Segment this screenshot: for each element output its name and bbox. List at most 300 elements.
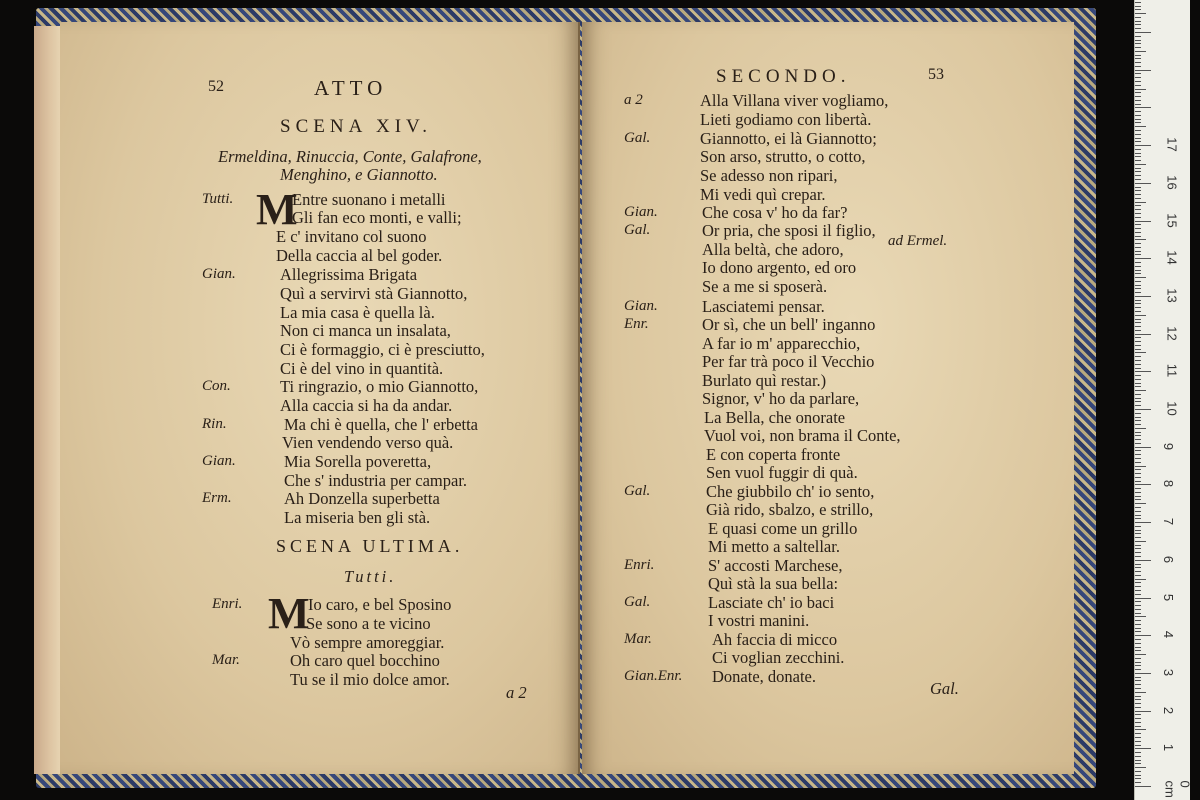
ruler-tick [1135,322,1141,323]
ruler-tick [1135,518,1141,519]
verse-line: Quì a servirvi stà Giannotto, [280,284,468,303]
ruler-tick [1135,605,1141,606]
ruler-tick [1135,530,1141,531]
ruler-tick [1135,639,1141,640]
ruler-tick [1135,417,1141,418]
ruler-tick [1135,447,1151,448]
ruler-number: 8 [1161,480,1177,488]
ruler-tick [1135,778,1141,779]
verse-line: Ah faccia di micco [712,630,838,649]
ruler-tick [1135,85,1141,86]
ruler-tick [1135,153,1141,154]
ruler-number: 11 [1164,364,1180,378]
ruler-tick [1135,217,1141,218]
ruler-tick [1135,711,1151,712]
ruler-tick [1135,767,1146,768]
speaker-label: Con. [202,378,231,394]
ruler-tick [1135,273,1141,274]
ruler-number: 4 [1161,631,1177,639]
ruler-tick [1135,168,1141,169]
ruler-tick [1135,247,1141,248]
ruler-tick [1135,556,1141,557]
ruler-tick [1135,647,1141,648]
ruler-tick [1135,383,1141,384]
ruler-tick [1135,51,1146,52]
ruler-tick [1135,277,1146,278]
ruler-number: 7 [1161,517,1177,526]
ruler-tick [1135,205,1141,206]
speaker-label: Gal. [624,594,651,610]
verse-line: Lasciatemi pensar. [702,297,825,316]
ruler-tick [1135,741,1141,742]
ruler-number: 17 [1164,137,1180,152]
speaker-label: Gal. [624,222,651,238]
speaker-label: Enri. [624,557,655,573]
ruler-tick [1135,115,1141,116]
ruler-tick [1135,443,1141,444]
verse-line: Ah Donzella superbetta [284,489,440,508]
ruler-tick [1135,413,1141,414]
ruler-tick [1135,345,1141,346]
speaker-label: Mar. [624,631,652,647]
ruler-tick [1135,677,1141,678]
ruler-tick [1135,36,1141,37]
ruler-tick [1135,613,1141,614]
verse-line: Burlato quì restar.) [702,371,827,390]
speaker-label: Gian.Enr. [624,668,683,684]
ruler-tick [1135,281,1141,282]
ruler-tick [1135,579,1146,580]
ruler-tick [1135,28,1141,29]
verse-line: Gli fan eco monti, e valli; [292,208,462,227]
ruler-tick [1135,515,1141,516]
ruler-tick [1135,81,1141,82]
verse-line: E c' invitano col suono [276,227,427,246]
ruler-tick [1135,722,1141,723]
ruler-tick [1135,89,1146,90]
verse-line: Vien vendendo verso quà. [282,433,454,452]
ruler-tick [1135,503,1146,504]
ruler-tick [1135,635,1151,636]
right-catchword: Gal. [930,679,959,698]
ruler-tick [1135,55,1141,56]
ruler-tick [1135,149,1141,150]
ruler-tick [1135,232,1141,233]
ruler-tick [1135,548,1141,549]
verse-line: Alla caccia si ha da andar. [280,396,453,415]
right-page-number: 53 [928,66,944,83]
ruler-tick [1135,307,1141,308]
ruler-tick [1135,62,1141,63]
ruler-tick [1135,319,1141,320]
speaker-label: Gian. [202,453,236,469]
scene-xiv-title: SCENA XIV. [280,116,433,137]
ruler-number: 15 [1164,212,1180,228]
ruler-tick [1135,405,1141,406]
ruler-tick [1135,398,1141,399]
ruler-tick [1135,236,1141,237]
ruler-tick [1135,390,1146,391]
ruler-tick [1135,254,1141,255]
ruler-number: 6 [1161,555,1177,563]
ruler-tick [1135,394,1141,395]
ruler-tick [1135,258,1151,259]
ruler-tick [1135,371,1151,372]
ruler-tick [1135,6,1141,7]
ruler-tick [1135,726,1141,727]
stage-direction: ad Ermel. [888,233,948,249]
verse-line: E quasi come un grillo [708,519,858,538]
ruler-tick [1135,386,1141,387]
ruler-tick [1135,183,1151,184]
ruler-tick [1135,545,1141,546]
ruler-tick [1135,349,1141,350]
verse-line: Non ci manca un insalata, [280,321,451,340]
verse-line: La Bella, che onorate [704,408,846,427]
ruler-tick [1135,643,1141,644]
verse-line: Che cosa v' ho da far? [702,203,848,222]
ruler-tick [1135,9,1141,10]
ruler-tick [1135,21,1141,22]
ruler-tick [1135,692,1146,693]
ruler-tick [1135,296,1151,297]
speaker-label: Mar. [212,652,240,668]
ruler-tick [1135,368,1141,369]
speaker-label: Enri. [212,596,243,612]
verse-line: La mia casa è quella là. [280,303,435,322]
ruler-tick [1135,40,1141,41]
ruler-tick [1135,454,1141,455]
ruler-tick [1135,126,1146,127]
ruler-tick [1135,356,1141,357]
ruler-tick [1135,680,1141,681]
ruler-tick [1135,752,1141,753]
ruler-tick [1135,439,1141,440]
ruler-tick [1135,360,1141,361]
ruler-tick [1135,729,1146,730]
ruler-tick [1135,703,1141,704]
ruler-tick [1135,771,1141,772]
drop-cap-2: M [268,589,310,638]
verse-line: Quì stà la sua bella: [708,574,839,593]
scene-xiv-characters-line1: Ermeldina, Rinuccia, Conte, Galafrone, [218,147,482,166]
ruler-tick [1135,47,1141,48]
verse-line: Già rido, sbalzo, e strillo, [706,500,874,519]
ruler-tick [1135,432,1141,433]
ruler-tick [1135,315,1146,316]
ruler-tick [1135,586,1141,587]
ruler-tick [1135,198,1141,199]
ruler-tick [1135,552,1141,553]
speaker-label: Gal. [624,130,651,146]
ruler-tick [1135,567,1141,568]
ruler-tick [1135,473,1141,474]
verse-line: Oh caro quel bocchino [290,651,440,670]
ruler-tick [1135,669,1141,670]
ruler-tick [1135,239,1146,240]
ruler-tick [1135,330,1141,331]
ruler-tick [1135,499,1141,500]
ruler-tick [1135,138,1141,139]
ruler-tick [1135,658,1141,659]
verse-line: Tu se il mio dolce amor. [290,670,450,689]
ruler-number: 12 [1164,325,1180,341]
ruler-tick [1135,564,1141,565]
ruler-number: 2 [1161,706,1177,714]
ruler-tick [1135,73,1141,74]
speaker-label: Tutti. [202,191,234,207]
ruler-tick [1135,209,1141,210]
ruler-tick [1135,401,1141,402]
ruler-tick [1135,688,1141,689]
verse-line: Entre suonano i metalli [292,190,446,209]
speaker-label: Erm. [202,490,232,506]
ruler-tick [1135,650,1141,651]
ruler-tick [1135,303,1141,304]
ruler-tick [1135,718,1141,719]
verse-line: Giannotto, ei là Giannotto; [700,129,877,148]
ruler-tick [1135,707,1141,708]
ruler-tick [1135,631,1141,632]
ruler-number: 1 [1161,744,1177,752]
verse-line: La miseria ben gli stà. [284,508,431,527]
ruler-tick [1135,224,1141,225]
speaker-label: Rin. [202,416,227,432]
ruler-tick [1135,288,1141,289]
ruler-tick [1135,582,1141,583]
ruler-tick [1135,326,1141,327]
verse-line: Ci è del vino in quantità. [280,359,444,378]
verse-line: Ci è formaggio, ci è presciutto, [280,340,485,359]
ruler-number: 5 [1161,593,1177,601]
verse-line: Alla Villana viver vogliamo, [700,91,889,110]
ruler-tick [1135,469,1141,470]
verse-line: Ti ringrazio, o mio Giannotto, [280,377,479,396]
ruler-tick [1135,17,1141,18]
verse-line: Io dono argento, ed oro [702,258,857,277]
ruler-number: 3 [1161,668,1177,677]
ruler-number: 10 [1164,401,1180,416]
ruler-tick [1135,782,1141,783]
drop-cap-1: M [256,185,298,234]
ruler-tick [1135,66,1141,67]
ruler-tick [1135,511,1141,512]
ruler-tick [1135,760,1141,761]
ruler-tick [1135,213,1141,214]
ruler-tick [1135,145,1151,146]
speaker-label: Gian. [624,298,658,314]
verse-line: Mi vedi quì crepar. [700,185,826,204]
verse-line: A far io m' apparecchio, [702,334,861,353]
speaker-label: Gian. [202,266,236,282]
ruler-number: 14 [1164,250,1180,265]
verse-line: Vuol voi, non brama il Conte, [704,426,901,445]
ruler-tick [1135,699,1141,700]
ruler-tick [1135,379,1141,380]
ruler-tick [1135,450,1141,451]
ruler-tick [1135,58,1141,59]
ruler-tick [1135,492,1141,493]
verse-line: Della caccia al bel goder. [276,246,443,265]
ruler-tick [1135,141,1141,142]
ruler-tick [1135,462,1141,463]
ruler-tick [1135,285,1141,286]
ruler-tick [1135,92,1141,93]
ruler-tick [1135,745,1141,746]
verse-line: Ma chi è quella, che l' erbetta [284,415,479,434]
verse-line: Or sì, che un bell' inganno [702,315,876,334]
ruler-tick [1135,435,1141,436]
verse-line: S' accosti Marchese, [708,556,843,575]
ruler-tick [1135,409,1151,410]
ruler-tick [1135,243,1141,244]
ruler-tick [1135,696,1141,697]
ruler-tick [1135,628,1141,629]
ruler-tick [1135,228,1141,229]
ruler-tick [1135,420,1141,421]
ruler-tick [1135,134,1141,135]
ruler-tick [1135,609,1141,610]
verse-line: Mi metto a saltellar. [708,537,840,556]
ruler-tick [1135,300,1141,301]
ruler-tick [1135,194,1141,195]
ruler-tick [1135,334,1151,335]
ruler-tick [1135,179,1141,180]
measuring-ruler [1134,0,1193,800]
ruler-tick [1135,533,1141,534]
ruler-tick [1135,122,1141,123]
verse-line: Alla beltà, che adoro, [702,240,844,259]
verse-line: I vostri manini. [708,611,810,630]
ruler-tick [1135,590,1141,591]
ruler-tick [1135,292,1141,293]
ruler-tick [1135,24,1141,25]
ruler-tick [1135,364,1141,365]
verse-line: Lieti godiamo con libertà. [700,110,872,129]
verse-line: Or pria, che sposi il figlio, [702,221,876,240]
ruler-tick [1135,100,1141,101]
ruler-tick [1135,488,1141,489]
ruler-tick [1135,266,1141,267]
ruler-tick [1135,654,1146,655]
verse-line: Se sono a te vicino [306,614,431,633]
ruler-tick [1135,748,1151,749]
ruler-tick [1135,522,1151,523]
ruler-tick [1135,13,1146,14]
ruler-tick [1135,481,1141,482]
ruler-tick [1135,714,1141,715]
ruler-tick [1135,496,1141,497]
verse-line: Che s' industria per campar. [284,471,468,490]
ruler-tick [1135,428,1146,429]
ruler-tick [1135,70,1151,71]
verse-line: Signor, v' ho da parlare, [702,389,860,408]
ruler-tick [1135,575,1141,576]
ruler-tick [1135,130,1141,131]
ruler-tick [1135,119,1141,120]
ruler-tick [1135,662,1141,663]
ruler-tick [1135,77,1141,78]
ruler-tick [1135,526,1141,527]
ruler-tick [1135,187,1141,188]
verse-line: Io caro, e bel Sposino [308,595,452,614]
ruler-tick [1135,684,1141,685]
ruler-tick [1135,571,1141,572]
ruler-tick [1135,484,1151,485]
verse-line: Donate, donate. [712,667,817,686]
ruler-tick [1135,96,1141,97]
verse-line: Lasciate ch' io baci [708,593,835,612]
ruler-tick [1135,341,1141,342]
scene-ultima-title: SCENA ULTIMA. [276,536,464,556]
left-running-head: ATTO [314,76,388,100]
ruler-tick [1135,111,1141,112]
ruler-tick [1135,104,1141,105]
left-catchword: a 2 [506,683,527,702]
verse-line: Vò sempre amoreggiar. [290,633,445,652]
ruler-tick [1135,107,1151,108]
ruler-tick [1135,32,1151,33]
ruler-tick [1135,624,1141,625]
ruler-tick [1135,164,1146,165]
ruler-tick [1135,786,1151,787]
ruler-tick [1135,673,1151,674]
verse-line: Mia Sorella poveretta, [284,452,432,471]
ruler-tick [1135,2,1141,3]
left-page-number: 52 [208,78,224,95]
ruler-tick [1135,763,1141,764]
verse-line: Per far trà poco il Vecchio [702,352,875,371]
ruler-tick [1135,598,1151,599]
ruler-number: 0 cm [1162,780,1193,798]
ruler-number: 16 [1164,175,1180,190]
ruler-tick [1135,507,1141,508]
ruler-tick [1135,190,1141,191]
ruler-tick [1135,466,1146,467]
ruler-tick [1135,560,1151,561]
speaker-label: a 2 [624,92,643,108]
verse-line: Che giubbilo ch' io sento, [706,482,875,501]
ruler-tick [1135,352,1146,353]
right-running-head: SECONDO. [716,66,851,87]
tutti-heading: Tutti. [344,567,397,586]
ruler-tick [1135,756,1141,757]
ruler-tick [1135,171,1141,172]
verse-line: Ci voglian zecchini. [712,648,845,667]
ruler-tick [1135,477,1141,478]
scene-xiv-characters-line2: Menghino, e Giannotto. [280,165,438,184]
ruler-tick [1135,733,1141,734]
ruler-tick [1135,311,1141,312]
ruler-tick [1135,601,1141,602]
ruler-tick [1135,424,1141,425]
verse-line: Se adesso non ripari, [700,166,838,185]
ruler-tick [1135,156,1141,157]
ruler-tick [1135,737,1141,738]
speaker-label: Gian. [624,204,658,220]
verse-line: Sen vuol fuggir di quà. [706,463,858,482]
ruler-tick [1135,775,1141,776]
ruler-tick [1135,202,1146,203]
verse-line: Allegrissima Brigata [280,265,418,284]
ruler-tick [1135,221,1151,222]
ruler-tick [1135,262,1141,263]
ruler-tick [1135,537,1141,538]
ruler-tick [1135,337,1141,338]
ruler-tick [1135,620,1141,621]
ruler-tick [1135,160,1141,161]
verse-line: Son arso, strutto, o cotto, [700,147,866,166]
